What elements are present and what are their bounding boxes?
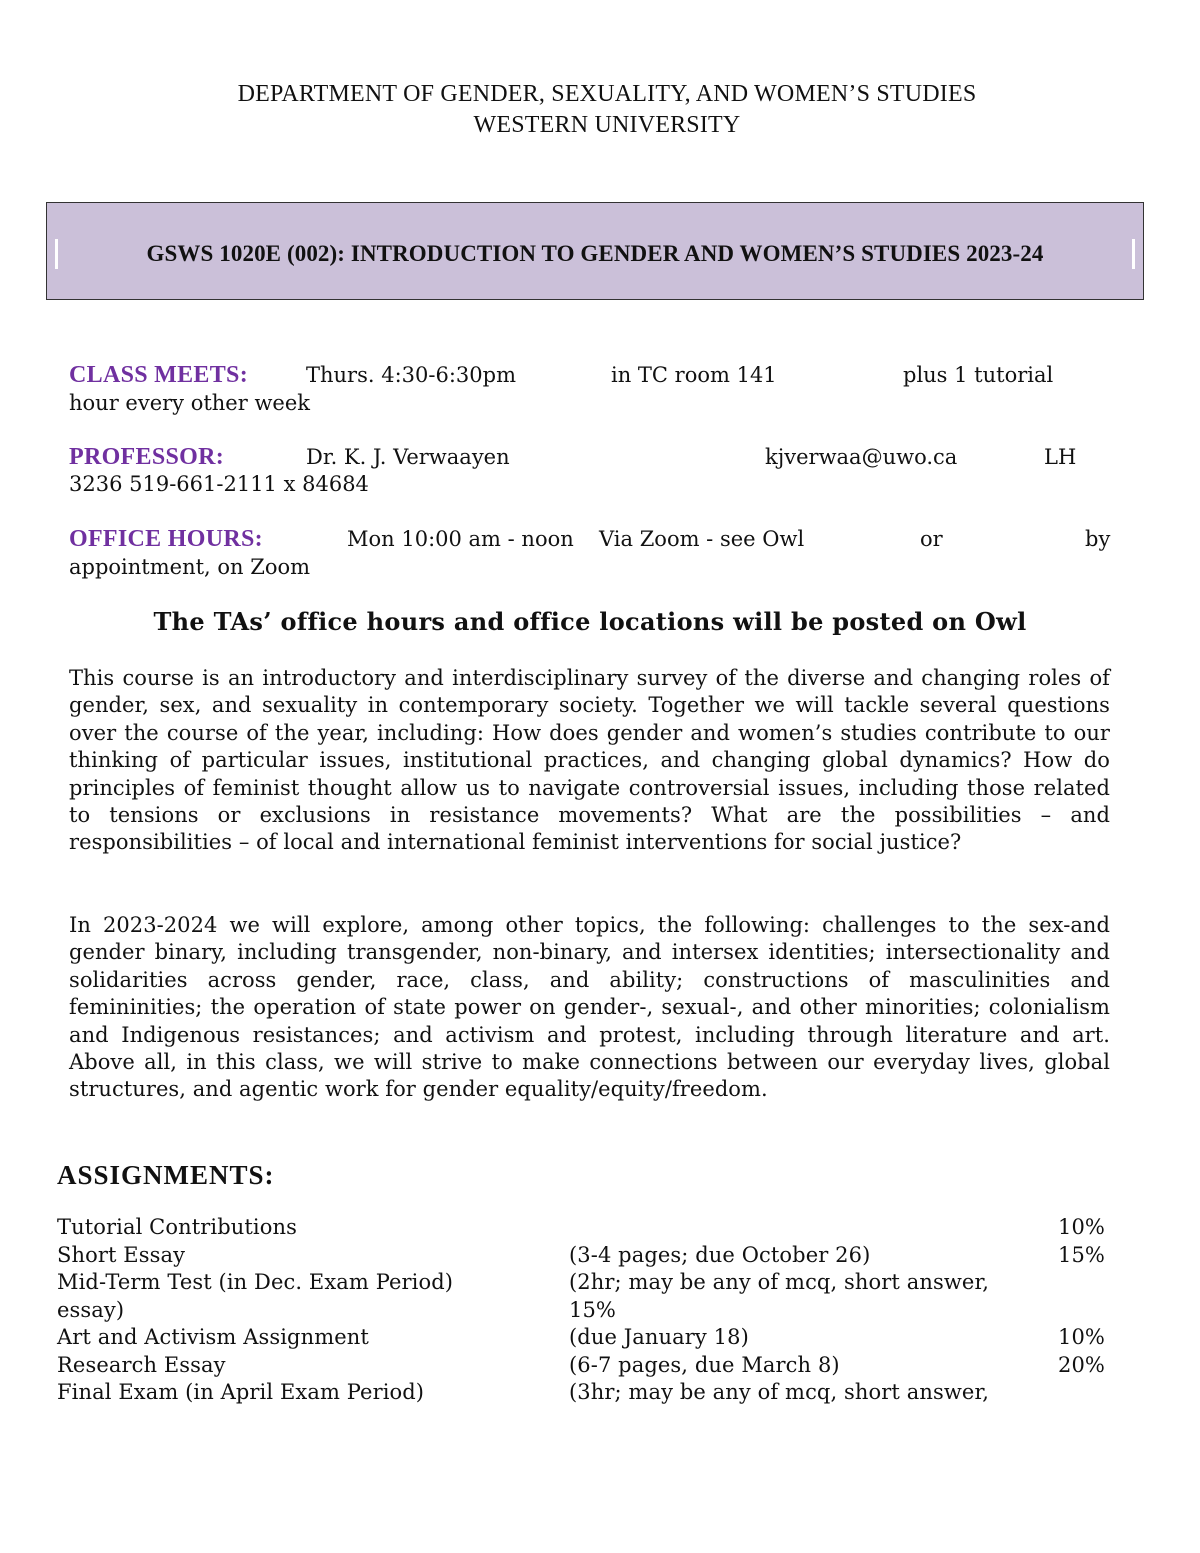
class-meets-tutorial: plus 1 tutorial xyxy=(903,363,1054,387)
professor-office-phone: 3236 519-661-2111 x 84684 xyxy=(69,472,369,496)
assignment-detail: 15% xyxy=(569,1298,616,1322)
course-title-box xyxy=(46,202,1144,300)
assignment-weight: 20% xyxy=(1058,1353,1105,1377)
assignment-name: Short Essay xyxy=(57,1243,186,1267)
office-hours-label: OFFICE HOURS: xyxy=(69,526,263,552)
assignment-detail: (due January 18) xyxy=(569,1325,749,1349)
assignment-detail: (3hr; may be any of mcq, short answer, xyxy=(569,1380,990,1404)
description-paragraph-1: This course is an introductory and interdisciplinary survey of the diverse and changing roles of gender, sex, and sexuality in contemporary society. Together we will tackle several questions over the course of the year, including: How does gender and women’s studies contribute to our thinking of particular issues, institutional practices, and changing global dynamics? How do principles of feminist thought allow us to navigate controversial issues, including those related to tensions or exclusions in resistance movements? What are the possibilities – and responsibilities – of local and international feminist interventions for social justice? xyxy=(69,666,1110,855)
assignment-name: essay) xyxy=(57,1298,125,1322)
department-heading: DEPARTMENT OF GENDER, SEXUALITY, AND WOMEN’S STUDIES xyxy=(237,81,977,107)
professor-office: LH xyxy=(1044,445,1077,469)
assignment-detail: (2hr; may be any of mcq, short answer, xyxy=(569,1270,990,1294)
assignment-weight: 15% xyxy=(1058,1243,1105,1267)
class-meets-label: CLASS MEETS: xyxy=(69,362,248,388)
class-meets-tutorial-cont: hour every other week xyxy=(69,391,311,415)
office-hours-or: or xyxy=(920,527,943,551)
course-title: GSWS 1020E (002): INTRODUCTION TO GENDER AND WOMEN’S STUDIES 2023-24 xyxy=(55,239,1135,269)
office-hours-via: Via Zoom - see Owl xyxy=(599,527,805,551)
professor-email: kjverwaa@uwo.ca xyxy=(765,445,958,469)
assignment-detail: (3-4 pages; due October 26) xyxy=(569,1243,871,1267)
assignment-name: Tutorial Contributions xyxy=(57,1215,297,1239)
office-hours-appointment: appointment, on Zoom xyxy=(69,555,311,579)
assignment-name: Mid-Term Test (in Dec. Exam Period) xyxy=(57,1270,454,1294)
assignment-name: Art and Activism Assignment xyxy=(57,1325,369,1349)
class-meets-time: Thurs. 4:30-6:30pm xyxy=(306,363,516,387)
assignment-detail: (6-7 pages, due March 8) xyxy=(569,1353,840,1377)
office-hours-time: Mon 10:00 am - noon xyxy=(347,527,574,551)
assignment-name: Final Exam (in April Exam Period) xyxy=(57,1380,425,1404)
assignment-name: Research Essay xyxy=(57,1353,226,1377)
description-paragraph-2: In 2023-2024 we will explore, among other topics, the following: challenges to the sex-and gender binary, including transgender, non-binary, and intersex identities; intersectionality and solidarities across gender, race, class, and ability; constructions of masculinities and femininities; the operation of state power on gender-, sexual-, and other minorities; colonialism and Indigenous resistances; and activism and protest, including through literature and art. Above all, in this class, we will strive to make connections between our everyday lives, global structures, and agentic work for gender equality/equity/freedom. xyxy=(69,913,1110,1102)
professor-label: PROFESSOR: xyxy=(69,444,225,470)
assignments-heading: ASSIGNMENTS: xyxy=(57,1160,275,1190)
assignment-weight: 10% xyxy=(1058,1215,1105,1239)
assignment-weight: 10% xyxy=(1058,1325,1105,1349)
class-meets-location: in TC room 141 xyxy=(611,363,777,387)
professor-name: Dr. K. J. Verwaayen xyxy=(306,445,510,469)
office-hours-by: by xyxy=(1085,527,1111,551)
university-heading: WESTERN UNIVERSITY xyxy=(473,112,741,138)
ta-notice: The TAs’ office hours and office locations will be posted on Owl xyxy=(153,607,1027,636)
